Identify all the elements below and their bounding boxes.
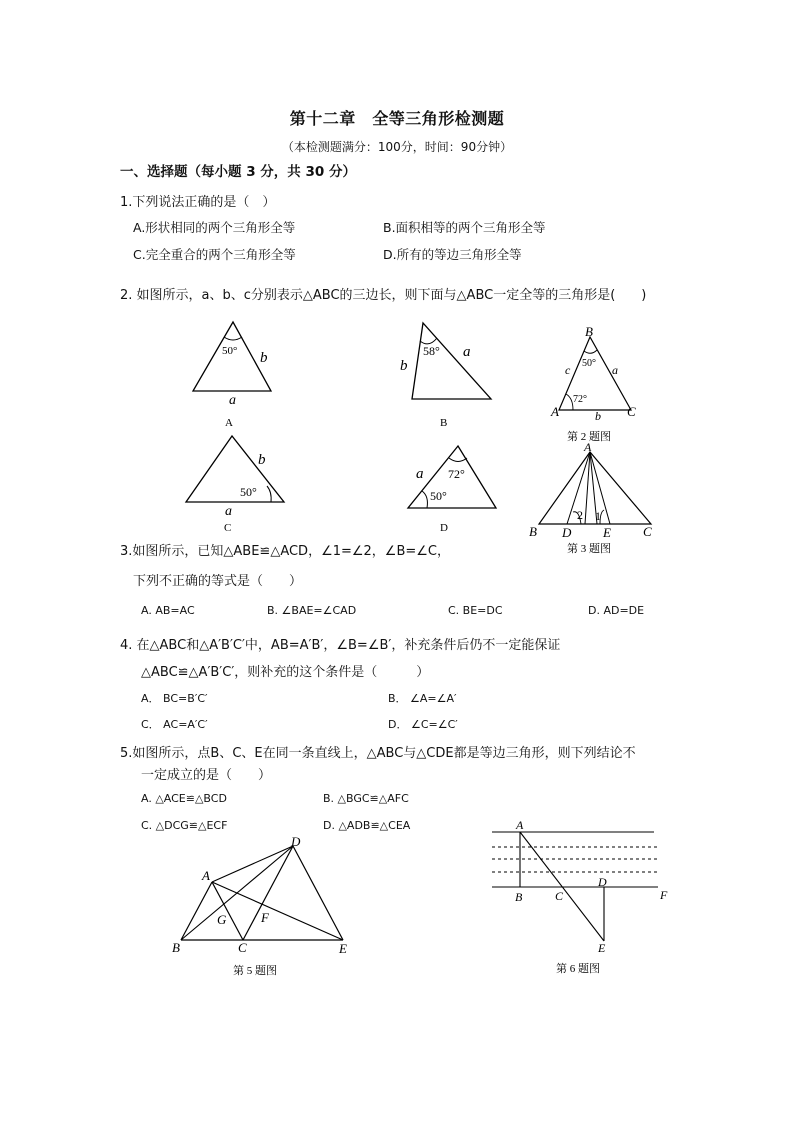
fig-b-angle-label: 58° (423, 344, 440, 358)
fig-b-side-a: a (463, 344, 471, 360)
fig-c-side-b: b (258, 452, 266, 468)
q1-option-d: D.所有的等边三角形全等 (383, 247, 522, 262)
fig6-point-a: A (516, 818, 524, 832)
q6-caption: 第 6 题图 (556, 963, 600, 975)
main-vertex-a: A (551, 404, 559, 419)
q5-option-b: B. △BGC≌△AFC (323, 792, 409, 805)
q4-option-c: C． AC=A′C′ (141, 718, 208, 731)
q3-option-c: C. BE=DC (448, 604, 503, 617)
q2-caption: 第 2 题图 (567, 431, 611, 443)
main-side-a: a (612, 363, 618, 377)
main-angle-a: 72° (573, 394, 587, 405)
fig5-vertex-a: A (202, 868, 210, 883)
q4-option-b: B． ∠A=∠A′ (388, 692, 457, 705)
q3-figure (525, 440, 665, 560)
fig6-point-c: C (555, 889, 564, 903)
section-heading: 一、选择题（每小题 3 分，共 30 分） (120, 164, 356, 180)
q4-option-d: D． ∠C=∠C′ (388, 718, 458, 731)
q3-option-d: D. AD=DE (588, 604, 645, 617)
q5-stem-line2: 一定成立的是（ ） (141, 768, 272, 783)
q3-option-b: B. ∠BAE=∠CAD (267, 604, 357, 617)
q2-stem: 2. 如图所示，a、b、c分别表示△ABC的三边长，则下面与△ABC一定全等的三角形是( ) (120, 288, 647, 303)
q2-main-triangle (545, 322, 655, 447)
fig3-vertex-b: B (529, 524, 537, 539)
q5-option-a: A. △ACE≌△BCD (141, 792, 227, 805)
fig-a-label: A (225, 417, 233, 429)
q2-figure-b (395, 318, 500, 433)
fig5-point-g: G (217, 912, 227, 927)
fig5-vertex-d: D (291, 834, 301, 849)
q5-stem: 5.如图所示，点B、C、E在同一条直线上，△ABC与△CDE都是等边三角形，则下列结论不 (120, 746, 636, 761)
fig3-vertex-e: E (603, 525, 611, 540)
fig-a-angle-label: 50° (222, 345, 238, 357)
q3-stem-line2: 下列不正确的等式是（ ） (133, 574, 303, 589)
q1-option-b: B.面积相等的两个三角形全等 (383, 220, 546, 235)
fig3-vertex-a: A (584, 440, 592, 454)
fig6-point-f: F (660, 888, 668, 902)
fig5-vertex-c: C (238, 940, 247, 955)
fig6-point-d: D (598, 875, 607, 889)
main-vertex-b: B (585, 324, 593, 339)
fig-d-angle-top: 72° (448, 467, 465, 481)
q3-option-a: A. AB=AC (141, 604, 195, 617)
q1-option-a: A.形状相同的两个三角形全等 (133, 220, 296, 235)
fig5-vertex-b: B (172, 940, 180, 955)
q4-option-a: A． BC=B′C′ (141, 692, 208, 705)
q3-stem: 3.如图所示，已知△ABE≌△ACD，∠1=∠2，∠B=∠C， (120, 544, 451, 559)
q5-option-d: D. △ADB≌△CEA (323, 819, 411, 832)
fig-d-angle-bottom: 50° (430, 489, 447, 503)
q1-stem: 1.下列说法正确的是（ ） (120, 195, 276, 210)
q3-caption: 第 3 题图 (567, 543, 611, 555)
fig-b-side-b: b (400, 358, 408, 374)
fig-d-side-a: a (416, 466, 424, 482)
page-subtitle: （本检测题满分：100分，时间：90分钟） (281, 140, 513, 154)
fig5-point-f: F (261, 910, 269, 925)
fig-c-angle-label: 50° (240, 485, 257, 499)
page-title: 第十二章 全等三角形检测题 (289, 109, 505, 128)
q1-option-c: C.完全重合的两个三角形全等 (133, 247, 296, 262)
fig3-vertex-c: C (643, 524, 652, 539)
q5-figure (165, 832, 365, 982)
fig3-angle-2: 2 (577, 508, 583, 522)
q4-stem: 4. 在△ABC和△A′B′C′中，AB=A′B′，∠B=∠B′，补充条件后仍不一定能保证 (120, 638, 561, 653)
fig6-point-b: B (515, 890, 523, 904)
q4-stem-line2: △ABC≌△A′B′C′，则补充的这个条件是（ ） (141, 665, 430, 680)
fig-a-side-a: a (229, 393, 236, 408)
fig3-angle-1: 1 (595, 509, 601, 523)
fig-d-label: D (440, 522, 448, 534)
q5-option-c: C. △DCG≌△ECF (141, 819, 228, 832)
q6-figure (488, 816, 678, 981)
main-vertex-c: C (627, 404, 636, 419)
q2-figure-a (185, 318, 285, 433)
q5-caption: 第 5 题图 (233, 965, 277, 977)
fig-b-label: B (440, 417, 448, 429)
main-side-c: c (565, 363, 571, 377)
q2-figure-d (400, 434, 505, 534)
fig5-vertex-e: E (339, 941, 347, 956)
q2-figure-c (180, 434, 295, 534)
main-side-b: b (595, 409, 601, 423)
fig-c-side-a: a (225, 504, 232, 519)
fig-c-label: C (224, 522, 232, 534)
fig3-vertex-d: D (562, 525, 572, 540)
fig-a-side-b: b (260, 350, 268, 366)
main-angle-b: 50° (582, 358, 596, 369)
fig6-point-e: E (598, 941, 606, 955)
